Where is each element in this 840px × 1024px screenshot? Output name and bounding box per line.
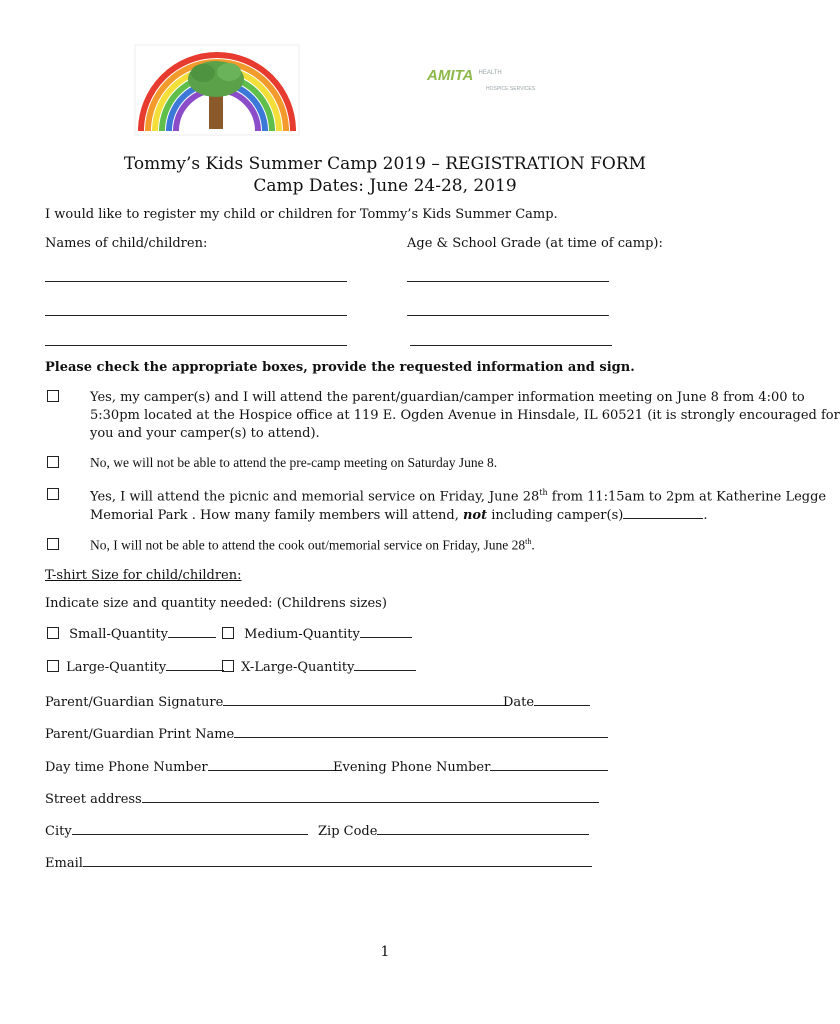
- size-xlarge: [222, 659, 416, 675]
- option-attend-meeting: [90, 389, 840, 443]
- zip-row: [318, 823, 589, 839]
- small-label: Small-Quantity: [69, 627, 168, 642]
- intro-text: I would like to register my child or children for Tommy’s Kids Summer Camp.: [45, 207, 558, 222]
- logo-subtitle: HOSPICE SERVICES: [486, 86, 536, 92]
- tshirt-heading: T-shirt Size for child/children:: [45, 568, 242, 583]
- option4-sup: th: [525, 537, 532, 546]
- option1-line1: Yes, my camper(s) and I will attend the parent/guardian/camper information meeting on June 8 from 4:00 to: [90, 390, 805, 405]
- day-phone-label: Day time Phone Number: [45, 760, 208, 775]
- form-title: Tommy’s Kids Summer Camp 2019 – REGISTRATION FORM: [123, 154, 647, 174]
- checkbox-attend-meeting[interactable]: [47, 390, 59, 402]
- child-name-line-2[interactable]: [45, 315, 347, 316]
- option-attend-picnic-line2: [90, 507, 707, 523]
- signature-label: Parent/Guardian Signature: [45, 695, 224, 710]
- child-name-line-3[interactable]: [45, 345, 347, 346]
- date-label: Date: [503, 695, 535, 710]
- street-label: Street address: [45, 792, 142, 807]
- zip-field[interactable]: [377, 823, 589, 835]
- option3-text-b: from 11:15am to 2pm at Katherine Legge: [547, 489, 827, 505]
- age-grade-label: Age & School Grade (at time of camp):: [407, 236, 663, 251]
- print-name-field[interactable]: [234, 726, 608, 738]
- option3-text-a: Yes, I will attend the picnic and memorial service on Friday, June 28: [90, 489, 540, 505]
- print-name-label: Parent/Guardian Print Name: [45, 727, 235, 742]
- indicate-and: and: [128, 596, 162, 611]
- option-attend-picnic-line1: [90, 488, 826, 504]
- large-label: Large-Quantity: [66, 660, 167, 675]
- option3-line2-b: including camper(s): [487, 508, 624, 523]
- xlarge-quantity-field[interactable]: [354, 659, 416, 671]
- names-label: Names of child/children:: [45, 236, 208, 251]
- rainbow-tree-illustration: [135, 45, 299, 135]
- checkbox-attend-picnic[interactable]: [47, 488, 59, 500]
- email-label: Email: [45, 856, 83, 871]
- city-field[interactable]: [72, 823, 308, 835]
- option3-end: .: [703, 508, 708, 523]
- print-name-row: [45, 726, 608, 742]
- email-field[interactable]: [83, 855, 592, 867]
- option-not-attend-meeting: No, we will not be able to attend the pre-camp meeting on Saturday June 8.: [90, 455, 498, 470]
- checkbox-not-attend-picnic[interactable]: [47, 538, 59, 550]
- day-phone-field[interactable]: [208, 759, 342, 771]
- child-name-line-1[interactable]: [45, 281, 347, 282]
- instructions: Please check the appropriate boxes, provide the requested information and sign.: [45, 360, 635, 375]
- size-medium: [222, 626, 412, 642]
- option3-sup: th: [539, 488, 548, 497]
- option3-line2-a: Memorial Park . How many family members will attend,: [90, 508, 463, 523]
- street-row: [45, 791, 599, 807]
- option3-not: not: [462, 508, 488, 523]
- email-row: [45, 855, 592, 871]
- checkbox-medium[interactable]: [222, 627, 234, 639]
- option-not-attend-picnic: [90, 537, 535, 554]
- option1-line2: 5:30pm located at the Hospice office at 119 E. Ogden Avenue in Hinsdale, IL 60521 (it is strongly encouraged for: [90, 408, 840, 423]
- checkbox-not-attend-meeting[interactable]: [47, 456, 59, 468]
- evening-phone-row: [333, 759, 608, 775]
- medium-quantity-field[interactable]: [360, 626, 412, 638]
- child-age-line-1[interactable]: [407, 281, 609, 282]
- indicate-text-b: needed: (Childrens sizes): [215, 596, 387, 611]
- checkbox-xlarge[interactable]: [222, 660, 234, 672]
- date-field[interactable]: [534, 694, 590, 706]
- size-large: [47, 659, 224, 675]
- checkbox-large[interactable]: [47, 660, 59, 672]
- page-number: 1: [380, 944, 390, 960]
- option4-text: No, I will not be able to attend the cook out/memorial service on Friday, June 28: [90, 537, 526, 553]
- signature-row: [45, 694, 509, 710]
- city-row: [45, 823, 308, 839]
- zip-label: Zip Code: [318, 824, 378, 839]
- family-members-count-field[interactable]: [623, 507, 703, 519]
- camp-dates: Camp Dates: June 24-28, 2019: [253, 176, 517, 196]
- rainbow-tree-svg: [135, 45, 299, 135]
- child-age-line-2[interactable]: [407, 315, 609, 316]
- indicate-text-a: Indicate: [45, 596, 104, 611]
- city-label: City: [45, 824, 72, 839]
- medium-label: Medium-Quantity: [244, 627, 360, 642]
- evening-phone-field[interactable]: [490, 759, 608, 771]
- day-phone-row: [45, 759, 342, 775]
- logo-brand: AMITA: [427, 67, 474, 84]
- logo-brand-sup: HEALTH: [478, 70, 502, 76]
- option1-line3: you and your camper(s) to attend).: [90, 426, 320, 441]
- street-field[interactable]: [142, 791, 599, 803]
- amita-logo: [427, 65, 502, 84]
- indicate-size: size: [103, 596, 129, 611]
- evening-phone-label: Evening Phone Number: [333, 760, 491, 775]
- child-age-line-3[interactable]: [410, 345, 612, 346]
- checkbox-small[interactable]: [47, 627, 59, 639]
- tshirt-indicate: [45, 596, 387, 611]
- title-block: [0, 154, 770, 196]
- date-row: [503, 694, 590, 710]
- indicate-quantity: quantity: [161, 596, 216, 611]
- large-quantity-field[interactable]: [166, 659, 224, 671]
- small-quantity-field[interactable]: [168, 626, 216, 638]
- size-small: [47, 626, 216, 642]
- signature-field[interactable]: [223, 694, 509, 706]
- xlarge-label: X-Large-Quantity: [241, 660, 355, 675]
- option4-end: .: [531, 537, 535, 553]
